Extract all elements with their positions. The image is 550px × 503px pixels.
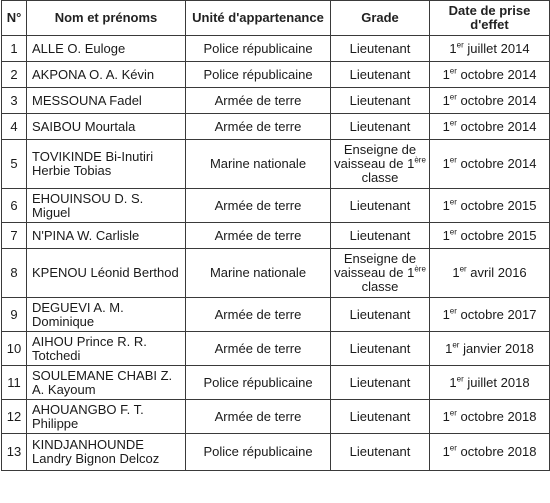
table-row — [2, 332, 550, 366]
grade-text: Lieutenant — [349, 408, 411, 424]
date-day: 1 — [442, 156, 450, 171]
officer-name: ALLE O. Euloge — [27, 36, 186, 62]
table-row — [2, 189, 550, 223]
table-row — [2, 249, 550, 298]
date-month-year: octobre 2014 — [456, 92, 537, 108]
unit-cell: Police républicaine — [186, 62, 331, 88]
date-month-year: octobre 2017 — [456, 306, 537, 322]
date-day-superscript: er — [459, 264, 467, 274]
date-day-superscript: er — [452, 340, 460, 350]
table-row — [2, 88, 550, 114]
row-number: 3 — [2, 88, 27, 114]
table-row — [2, 36, 550, 62]
grade-text: Lieutenant — [349, 66, 411, 82]
table-row — [2, 366, 550, 400]
table-row — [2, 434, 550, 471]
row-number: 6 — [2, 189, 27, 223]
grade-suffix: classe — [361, 170, 399, 185]
date-month-year: juillet 2014 — [463, 40, 530, 56]
unit-cell: Armée de terre — [186, 114, 331, 140]
date-day-superscript: er — [449, 306, 457, 316]
date-day: 1 — [445, 340, 453, 356]
grade-text: Lieutenant — [349, 92, 411, 108]
grade-cell — [331, 114, 430, 140]
officer-name: SOULEMANE CHABI Z. A. Kayoum — [27, 366, 186, 400]
table-row — [2, 140, 550, 189]
date-day: 1 — [449, 374, 457, 390]
grade-superscript: ère — [414, 155, 426, 165]
row-number: 5 — [2, 140, 27, 189]
effective-date — [430, 88, 550, 114]
effective-date — [430, 62, 550, 88]
grade-text: Lieutenant — [349, 40, 411, 56]
grade-cell — [331, 400, 430, 434]
date-day-superscript: er — [449, 408, 457, 418]
date-month-year: octobre 2018 — [456, 444, 537, 459]
grade-cell — [331, 36, 430, 62]
date-month-year: octobre 2014 — [456, 118, 537, 134]
table-header-row — [2, 1, 550, 36]
officer-name: KINDJANHOUNDE Landry Bignon Delcoz — [27, 434, 186, 471]
unit-cell: Armée de terre — [186, 298, 331, 332]
officer-name: KPENOU Léonid Berthod — [27, 249, 186, 298]
unit-cell: Police républicaine — [186, 366, 331, 400]
unit-cell: Armée de terre — [186, 88, 331, 114]
grade-text: Enseigne de vaisseau de 1 — [334, 251, 417, 280]
table-body — [2, 36, 550, 471]
unit-cell: Police républicaine — [186, 36, 331, 62]
grade-cell — [331, 298, 430, 332]
date-month-year: juillet 2018 — [463, 374, 530, 390]
unit-cell: Armée de terre — [186, 332, 331, 366]
date-day: 1 — [442, 306, 450, 322]
date-day: 1 — [442, 92, 450, 108]
date-day-superscript: er — [449, 197, 457, 207]
date-month-year: octobre 2018 — [456, 408, 537, 424]
effective-date — [430, 298, 550, 332]
effective-date — [430, 140, 550, 189]
header-grade: Grade — [331, 1, 430, 36]
unit-cell: Armée de terre — [186, 223, 331, 249]
date-day: 1 — [449, 40, 457, 56]
grade-cell — [331, 88, 430, 114]
row-number: 9 — [2, 298, 27, 332]
grade-cell — [331, 434, 430, 471]
date-month-year: octobre 2014 — [456, 156, 537, 171]
officer-name: EHOUINSOU D. S. Miguel — [27, 189, 186, 223]
effective-date — [430, 434, 550, 471]
grade-text: Lieutenant — [349, 306, 411, 322]
effective-date — [430, 223, 550, 249]
header-unit: Unité d'appartenance — [186, 1, 331, 36]
table-row — [2, 298, 550, 332]
officer-name: TOVIKINDE Bi-Inutiri Herbie Tobias — [27, 140, 186, 189]
grade-text: Lieutenant — [349, 118, 411, 134]
grade-cell — [331, 189, 430, 223]
row-number: 13 — [2, 434, 27, 471]
grade-cell — [331, 223, 430, 249]
row-number: 2 — [2, 62, 27, 88]
officer-name: MESSOUNA Fadel — [27, 88, 186, 114]
date-month-year: janvier 2018 — [459, 340, 534, 356]
date-day-superscript: er — [449, 118, 457, 128]
officers-table — [1, 0, 550, 471]
date-day: 1 — [442, 444, 450, 459]
grade-cell — [331, 140, 430, 189]
date-day: 1 — [442, 408, 450, 424]
date-day: 1 — [442, 197, 450, 213]
row-number: 8 — [2, 249, 27, 298]
date-month-year: avril 2016 — [466, 265, 527, 280]
date-month-year: octobre 2014 — [456, 66, 537, 82]
grade-cell — [331, 366, 430, 400]
date-day-superscript: er — [449, 66, 457, 76]
effective-date — [430, 114, 550, 140]
grade-text: Enseigne de vaisseau de 1 — [334, 142, 417, 171]
table-row — [2, 62, 550, 88]
date-day-superscript: er — [449, 227, 457, 237]
date-day: 1 — [442, 66, 450, 82]
grade-superscript: ère — [414, 264, 426, 274]
row-number: 12 — [2, 400, 27, 434]
date-day-superscript: er — [449, 92, 457, 102]
date-month-year: octobre 2015 — [456, 227, 537, 243]
table-row — [2, 223, 550, 249]
officer-name: AHOUANGBO F. T. Philippe — [27, 400, 186, 434]
officer-name: DEGUEVI A. M. Dominique — [27, 298, 186, 332]
grade-text: Lieutenant — [349, 340, 411, 356]
row-number: 4 — [2, 114, 27, 140]
header-name: Nom et prénoms — [27, 1, 186, 36]
officer-name: N'PINA W. Carlisle — [27, 223, 186, 249]
table-row — [2, 114, 550, 140]
row-number: 11 — [2, 366, 27, 400]
effective-date — [430, 400, 550, 434]
date-month-year: octobre 2015 — [456, 197, 537, 213]
grade-cell — [331, 62, 430, 88]
row-number: 10 — [2, 332, 27, 366]
date-day: 1 — [442, 118, 450, 134]
table-row — [2, 400, 550, 434]
grade-cell — [331, 249, 430, 298]
date-day: 1 — [452, 265, 460, 280]
header-num: N° — [2, 1, 27, 36]
effective-date — [430, 36, 550, 62]
effective-date — [430, 249, 550, 298]
header-date: Date de prise d'effet — [430, 1, 550, 36]
unit-cell: Marine nationale — [186, 249, 331, 298]
unit-cell: Police républicaine — [186, 434, 331, 471]
unit-cell: Armée de terre — [186, 400, 331, 434]
unit-cell: Armée de terre — [186, 189, 331, 223]
officer-name: AKPONA O. A. Kévin — [27, 62, 186, 88]
effective-date — [430, 366, 550, 400]
officer-name: SAIBOU Mourtala — [27, 114, 186, 140]
row-number: 1 — [2, 36, 27, 62]
date-day-superscript: er — [456, 40, 464, 50]
date-day-superscript: er — [449, 155, 457, 165]
date-day: 1 — [442, 227, 450, 243]
date-day-superscript: er — [449, 443, 457, 453]
date-day-superscript: er — [456, 374, 464, 384]
grade-text: Lieutenant — [349, 444, 411, 459]
officer-name: AIHOU Prince R. R. Totchedi — [27, 332, 186, 366]
grade-text: Lieutenant — [349, 374, 411, 390]
grade-cell — [331, 332, 430, 366]
grade-suffix: classe — [361, 279, 399, 294]
grade-text: Lieutenant — [349, 227, 411, 243]
row-number: 7 — [2, 223, 27, 249]
effective-date — [430, 189, 550, 223]
unit-cell: Marine nationale — [186, 140, 331, 189]
effective-date — [430, 332, 550, 366]
grade-text: Lieutenant — [349, 197, 411, 213]
